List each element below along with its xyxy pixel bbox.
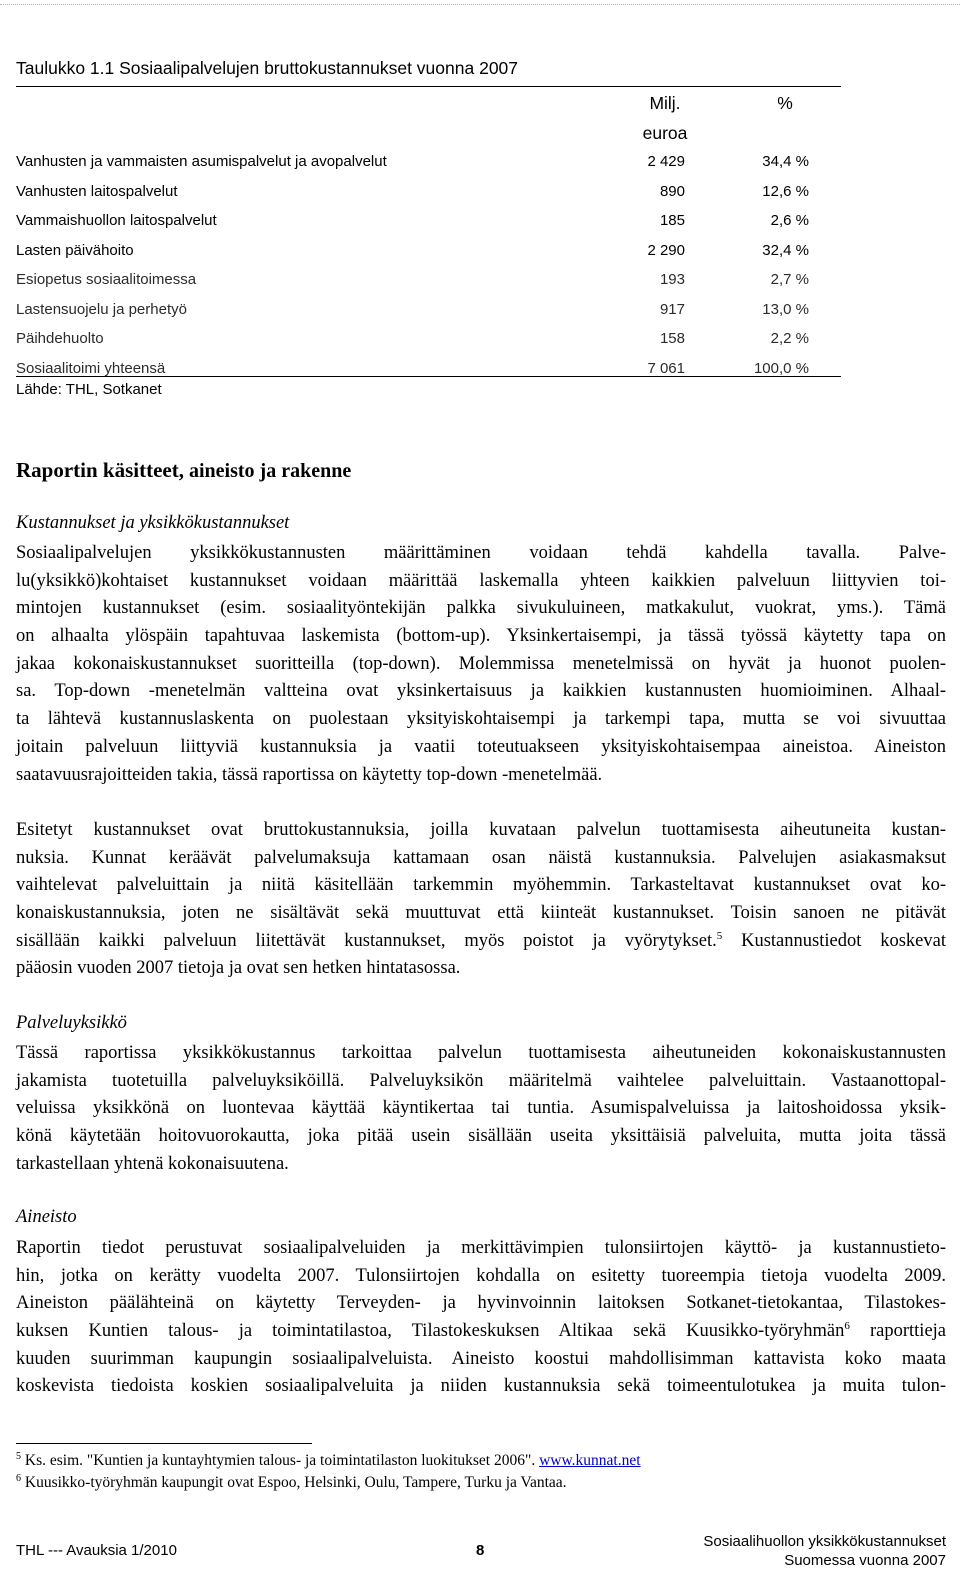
paragraph-gross-costs	[16, 817, 946, 983]
text-fragment: raporttieja	[849, 1321, 947, 1342]
row-value: 2 290	[647, 241, 685, 259]
row-label: Lasten päivähoito	[16, 241, 134, 259]
footnote-number: 6	[16, 1473, 21, 1484]
table-row	[16, 265, 828, 295]
row-percent: 12,6 %	[762, 182, 809, 200]
kunnat-link[interactable]: www.kunnat.net	[539, 1452, 641, 1469]
table-row	[16, 206, 828, 236]
paragraph-cost-methods	[16, 540, 946, 789]
column-header-milj-euroa	[620, 88, 710, 148]
text-line: jakamista tuotetuilla palveluyksiköillä. Palveluyksikön määritelmä vaihtelee palveluittain. Vastaanottopal-	[16, 1070, 946, 1091]
footnote-5	[16, 1452, 641, 1470]
column-header-milj: Milj.	[649, 93, 681, 113]
text-line: Esitetyt kustannukset ovat bruttokustannuksia, joilla kuvataan palvelun tuottamisesta aiheutuneita kustan-	[16, 820, 946, 840]
table-caption: Taulukko 1.1 Sosiaalipalvelujen bruttokustannukset vuonna 2007	[16, 58, 519, 78]
section-title	[16, 458, 351, 483]
text-fragment: kuksen Kuntien talous- ja toimintatilastoa, Tilastokeskuksen Altikaa sekä Kuusikko-työryhmän	[16, 1321, 845, 1342]
footnote-separator	[16, 1443, 312, 1444]
row-value: 917	[659, 300, 685, 318]
text-line: sa. Top-down -menetelmän valtteina ovat yksinkertaisuus ja kaikkien kustannusten huomioiminen. Alhaal-	[16, 681, 946, 702]
footnote-6	[16, 1474, 567, 1492]
column-header-percent: %	[777, 93, 793, 113]
paragraph-data-sources	[16, 1235, 946, 1401]
text-line: Raportin tiedot perustuvat sosiaalipalveluiden ja merkittävimpien tulonsiirtojen käyttö- ja kustannustieto-	[16, 1238, 946, 1258]
text-fragment: Kustannustiedot koskevat	[722, 930, 946, 951]
row-label: Esiopetus sosiaalitoimessa	[16, 271, 197, 288]
table-row	[16, 295, 828, 325]
paragraph-service-unit	[16, 1040, 946, 1178]
table-total-row	[16, 354, 828, 384]
table-top-rule	[16, 86, 841, 87]
footer-title-line2: Suomessa vuonna 2007	[784, 1552, 946, 1569]
table-source: Lähde: THL, Sotkanet	[16, 381, 162, 398]
column-header-euroa: euroa	[642, 123, 688, 143]
row-percent: 32,4 %	[762, 241, 809, 259]
row-value: 890	[659, 182, 685, 200]
text-line: lu(yksikkö)kohtaiset kustannukset voidaan määrittää laskemalla yhteen kaikkien palveluun liittyvien toi-	[16, 570, 946, 591]
table-bottom-rule	[16, 376, 841, 377]
footnote-ref-6: 6	[844, 1320, 850, 1333]
text-line: koskevista tiedoista koskien sosiaalipalveluita ja niiden kustannuksia sekä toimeentulotukea ja muita tulon-	[16, 1376, 946, 1397]
row-label: Päihdehuolto	[16, 330, 104, 347]
footnote-text: Ks. esim. "Kuntien ja kuntayhtymien talous- ja toimintatilaston luokitukset 2006".	[21, 1452, 540, 1469]
top-dotted-rule	[0, 4, 960, 5]
text-line: könä käytetään hoitovuorokautta, joka pitää usein sisällään useita yksittäisiä palveluita, mutta joita tässä	[16, 1126, 946, 1147]
row-label: Sosiaalitoimi yhteensä	[16, 359, 166, 377]
subheading-aineisto: Aineisto	[16, 1207, 77, 1227]
text-line: on alhaalta ylöspäin tapahtuvaa laskemista (bottom-up). Yksinkertaisempi, ja tässä työssä käytetty tapa on	[16, 626, 946, 647]
row-percent: 34,4 %	[762, 153, 809, 170]
row-value: 158	[659, 330, 685, 347]
footnote-ref-5: 5	[716, 929, 723, 942]
text-line: Tässä raportissa yksikkökustannus tarkoittaa palvelun tuottamisesta aiheutuneiden kokonaiskustannusten	[16, 1043, 946, 1063]
row-value: 185	[659, 212, 685, 229]
section-title-rest: aineisto ja rakenne	[183, 460, 352, 482]
text-line: tarkastellaan yhtenä kokonaisuutena.	[16, 1153, 289, 1174]
row-percent: 100,0 %	[753, 359, 809, 377]
row-value: 7 061	[647, 359, 685, 377]
row-label: Vanhusten ja vammaisten asumispalvelut ja avopalvelut	[16, 153, 387, 170]
row-value: 193	[659, 271, 685, 288]
row-label: Lastensuojelu ja perhetyö	[16, 300, 187, 318]
text-line: vaihtelevat palveluittain ja niitä käsitellään tarkemmin myöhemmin. Tarkasteltavat kustannukset ovat ko-	[16, 875, 946, 896]
text-line: kuuden suurimman kaupungin sosiaalipalveluista. Aineisto koostui mahdollisimman kattavista koko maata	[16, 1348, 946, 1369]
text-line	[16, 1318, 946, 1346]
row-label: Vammaishuollon laitospalvelut	[16, 212, 217, 229]
text-line: saatavuusrajoitteiden takia, tässä raportissa on käytetty top-down -menetelmää.	[16, 764, 603, 785]
text-line: ta lähtevä kustannuslaskenta on puolestaan yksityiskohtaisempi ja tarkempi tapa, mutta se voi sivuuttaa	[16, 709, 946, 730]
table-row	[16, 147, 828, 177]
text-line	[16, 928, 946, 956]
row-percent: 2,7 %	[770, 271, 809, 288]
text-line: konaiskustannuksia, joten ne sisältävät sekä muuttuvat että kiinteät kustannukset. Toisin sanoen ne pitävät	[16, 903, 946, 924]
text-line: mintojen kustannukset (esim. sosiaalityöntekijän palkka sivukuluineen, matkakulut, vuokrat, yms.). Tämä	[16, 598, 946, 619]
table-row	[16, 177, 828, 207]
footer-title-line1: Sosiaalihuollon yksikkökustannukset	[703, 1533, 946, 1550]
footer-report-title	[703, 1532, 946, 1570]
subheading-kustannukset: Kustannukset ja yksikkökustannukset	[16, 513, 290, 533]
table-row	[16, 324, 828, 354]
text-fragment: sisällään kaikki palveluun liitettävät kustannukset, myös poistot ja vyörytykset.	[16, 930, 717, 951]
subheading-palveluyksikko: Palveluyksikkö	[16, 1013, 127, 1033]
row-label: Vanhusten laitospalvelut	[16, 182, 178, 200]
text-line: jakaa kokonaiskustannukset suoritteilla (top-down). Molemmissa menetelmissä on hyvät ja huonot puolen-	[16, 653, 946, 674]
page-number: 8	[476, 1542, 485, 1559]
text-line: nuksia. Kunnat keräävät palvelumaksuja kattamaan osan näistä kustannuksia. Palvelujen asiakasmaksut	[16, 847, 946, 868]
row-percent: 2,6 %	[770, 212, 809, 229]
text-line: Sosiaalipalvelujen yksikkökustannusten määrittäminen voidaan tehdä kahdella tavalla. Palve-	[16, 543, 946, 563]
text-line: hin, jotka on kerätty vuodelta 2007. Tulonsiirtojen kohdalla on esitetty tuoreempia tietoja vuodelta 2009.	[16, 1265, 946, 1286]
text-line: veluissa yksikkönä on luontevaa käyttää käyntikertaa tai tuntia. Asumispalveluissa ja laitoshoidossa yksik-	[16, 1098, 946, 1119]
footer-publication: THL --- Avauksia 1/2010	[16, 1542, 177, 1559]
row-percent: 2,2 %	[770, 330, 809, 347]
table-row	[16, 236, 828, 266]
section-title-bold: Raportin käsitteet,	[16, 458, 184, 482]
text-line: joitain palveluun liittyviä kustannuksia ja vaatii toteutuakseen yksityiskohtaisempaa aineistoa. Aineiston	[16, 736, 946, 757]
text-line: Aineiston päälähteinä on käytetty Terveyden- ja hyvinvoinnin laitoksen Sotkanet-tietokantaa, Tilastokes-	[16, 1293, 946, 1314]
footnote-number: 5	[16, 1451, 21, 1462]
text-line: pääosin vuoden 2007 tietoja ja ovat sen hetken hintatasossa.	[16, 958, 461, 979]
row-percent: 13,0 %	[762, 300, 809, 318]
footnote-text: Kuusikko-työryhmän kaupungit ovat Espoo, Helsinki, Oulu, Tampere, Turku ja Vantaa.	[21, 1474, 567, 1491]
row-value: 2 429	[647, 153, 685, 170]
